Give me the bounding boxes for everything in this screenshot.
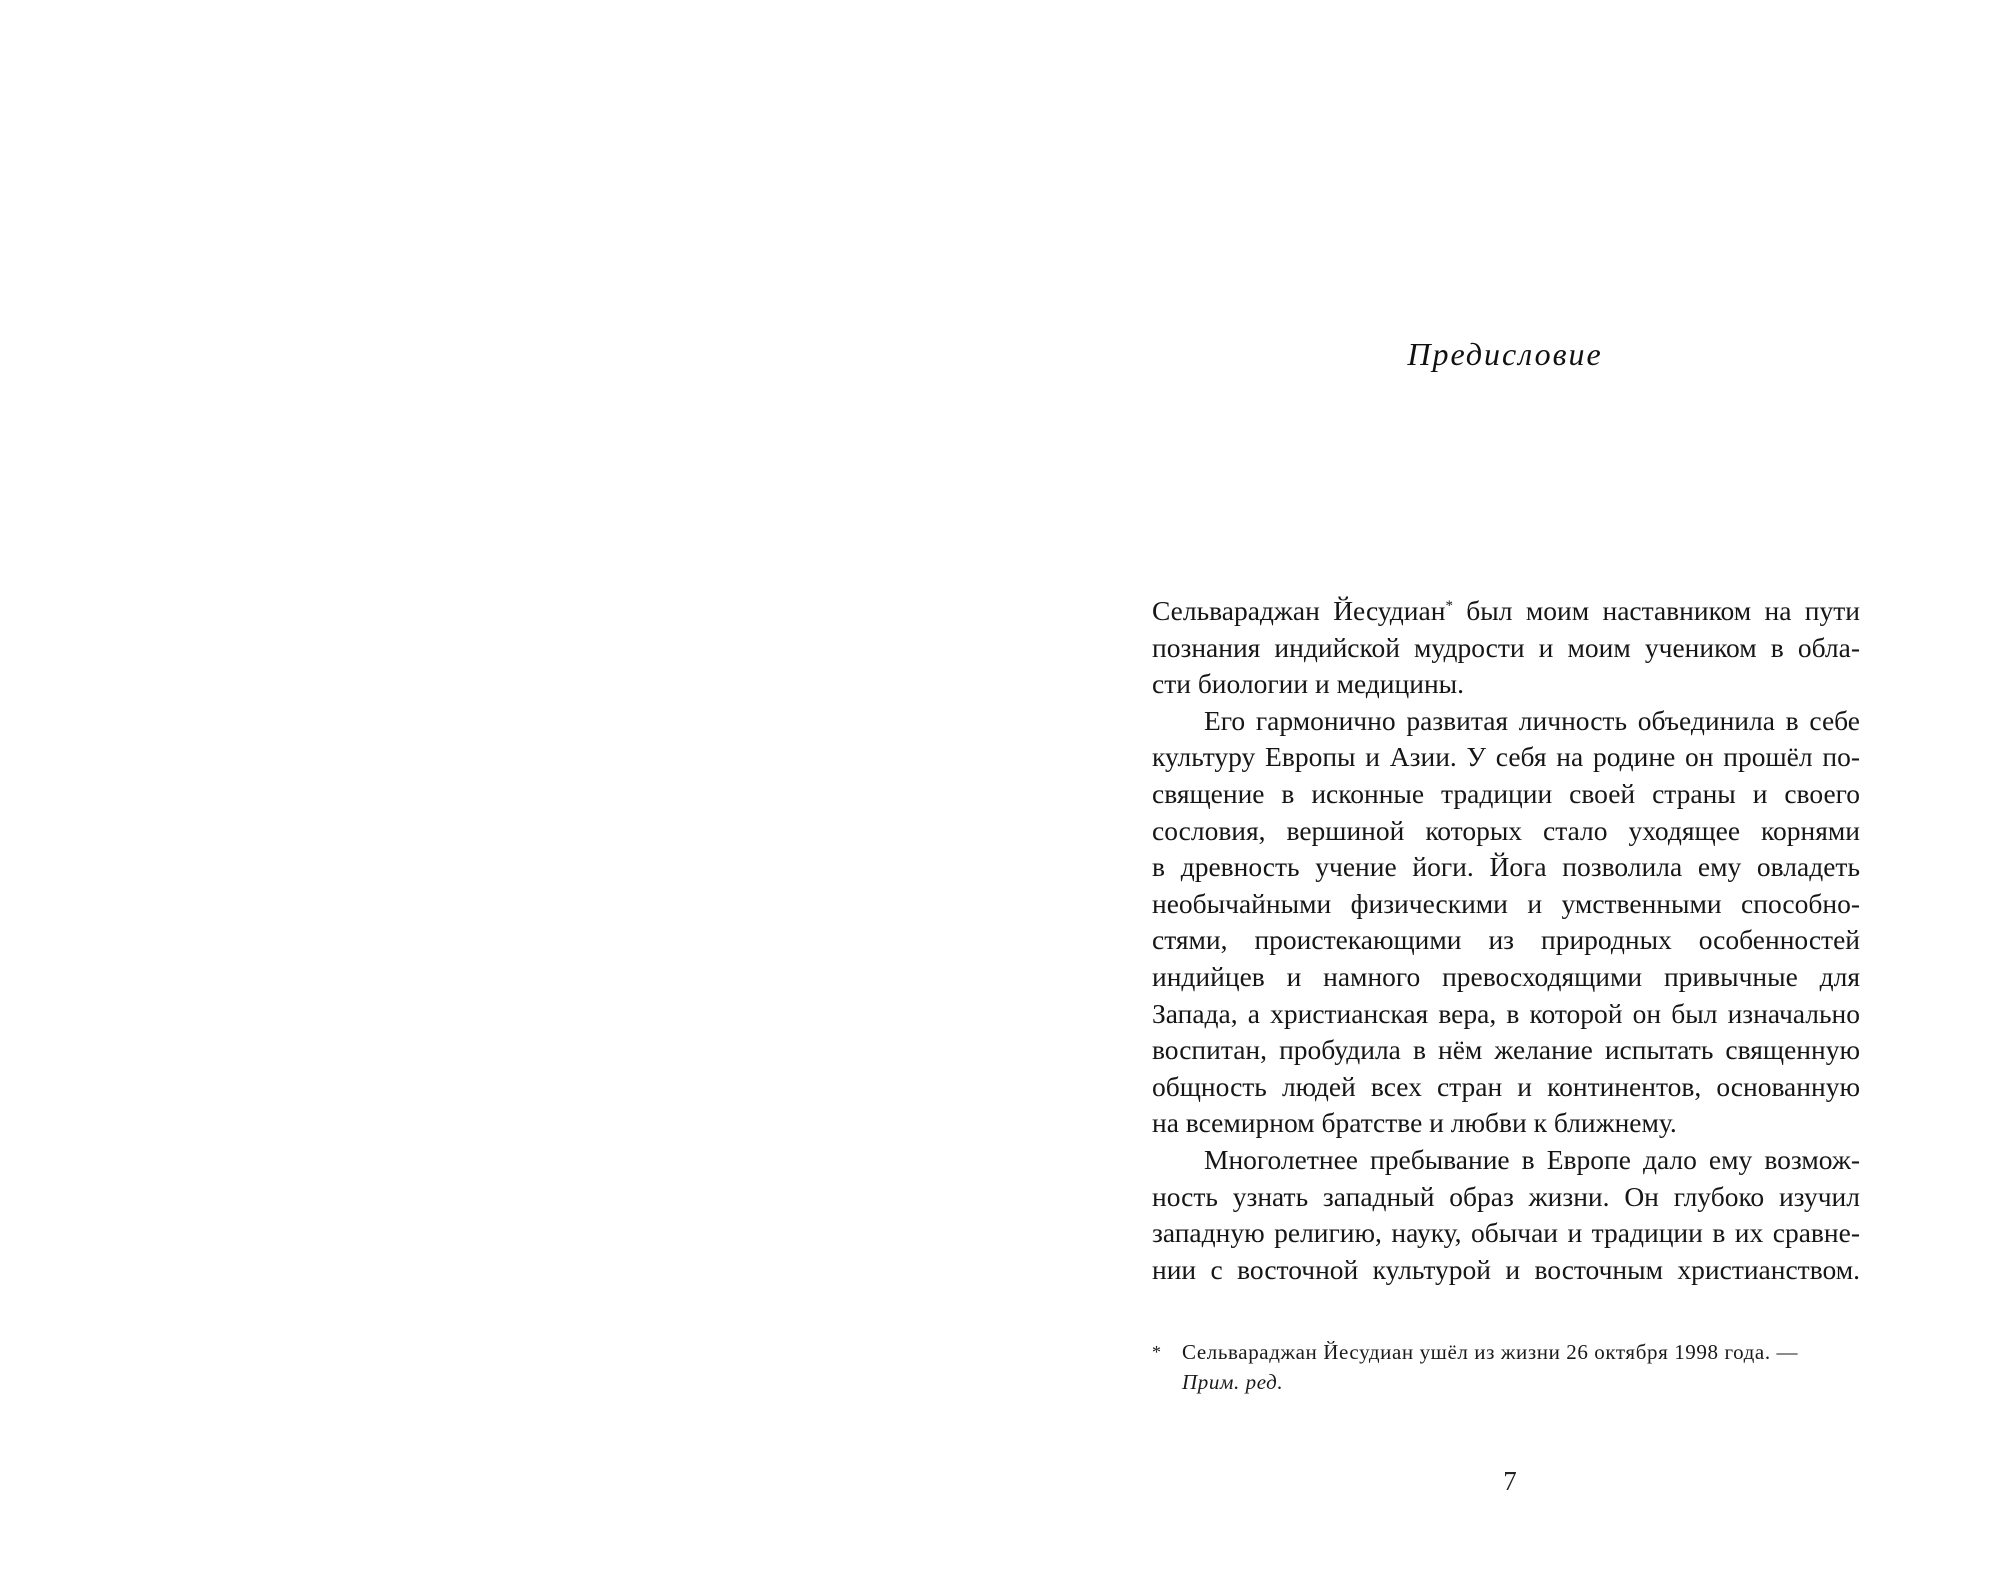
paragraph-2 [1152,703,1860,1142]
paragraph-line [1152,593,1860,630]
paragraph-line: в древность учение йоги. Йога позволила ему овладеть [1152,851,1860,883]
body-text [1152,593,1860,1288]
paragraph-line: общность людей всех стран и континентов, основанную [1152,1070,1860,1102]
paragraph-line: западную религию, науку, обычаи и традиции в их сравне- [1152,1217,1860,1249]
paragraph-3 [1152,1142,1860,1288]
paragraph-line: Запада, а христианская вера, в которой он был изначально [1152,997,1860,1029]
paragraph-line-start: Сельвараджан Йесудиан [1152,595,1446,626]
paragraph-line-end: был моим наставником на пути [1452,595,1860,626]
paragraph-line: познания индийской мудрости и моим учеником в обла- [1152,631,1860,663]
page-number: 7 [1503,1466,1517,1496]
paragraph-line: необычайными физическими и умственными способно- [1152,887,1860,919]
footnote-mark: * [1152,1342,1161,1362]
paragraph-line: священие в исконные традиции своей страны и своего [1152,777,1860,809]
footnote-editor-note: Прим. ред. [1182,1370,1284,1394]
footnote [1152,1337,1860,1397]
footnote-text: Сельвараджан Йесудиан ушёл из жизни 26 октября 1998 года. — [1182,1340,1799,1364]
paragraph-line: Многолетнее пребывание в Европе дало ему возмож- [1204,1143,1860,1175]
paragraph-1 [1152,593,1860,703]
paragraph-line: Его гармонично развитая личность объединила в себе [1204,704,1860,736]
paragraph-line: сти биологии и медицины. [1152,668,1465,700]
footnote-body [1182,1337,1860,1397]
paragraph-line: культуру Европы и Азии. У себя на родине он прошёл по- [1152,741,1860,773]
paragraph-line: сословия, вершиной которых стало уходящее корнями [1152,814,1860,846]
paragraph-line: индийцев и намного превосходящими привычные для [1152,960,1860,992]
paragraph-line: стями, проистекающими из природных особенностей [1152,924,1860,956]
chapter-title: Предисловие [1407,336,1603,372]
paragraph-line: на всемирном братстве и любви к ближнему. [1152,1107,1677,1139]
paragraph-line: нии с восточной культурой и восточным христианством. [1152,1253,1860,1285]
footnote-reference[interactable]: * [1445,597,1453,614]
paragraph-line: ность узнать западный образ жизни. Он глубоко изучил [1152,1180,1860,1212]
paragraph-line: воспитан, пробудила в нём желание испытать священную [1152,1034,1860,1066]
